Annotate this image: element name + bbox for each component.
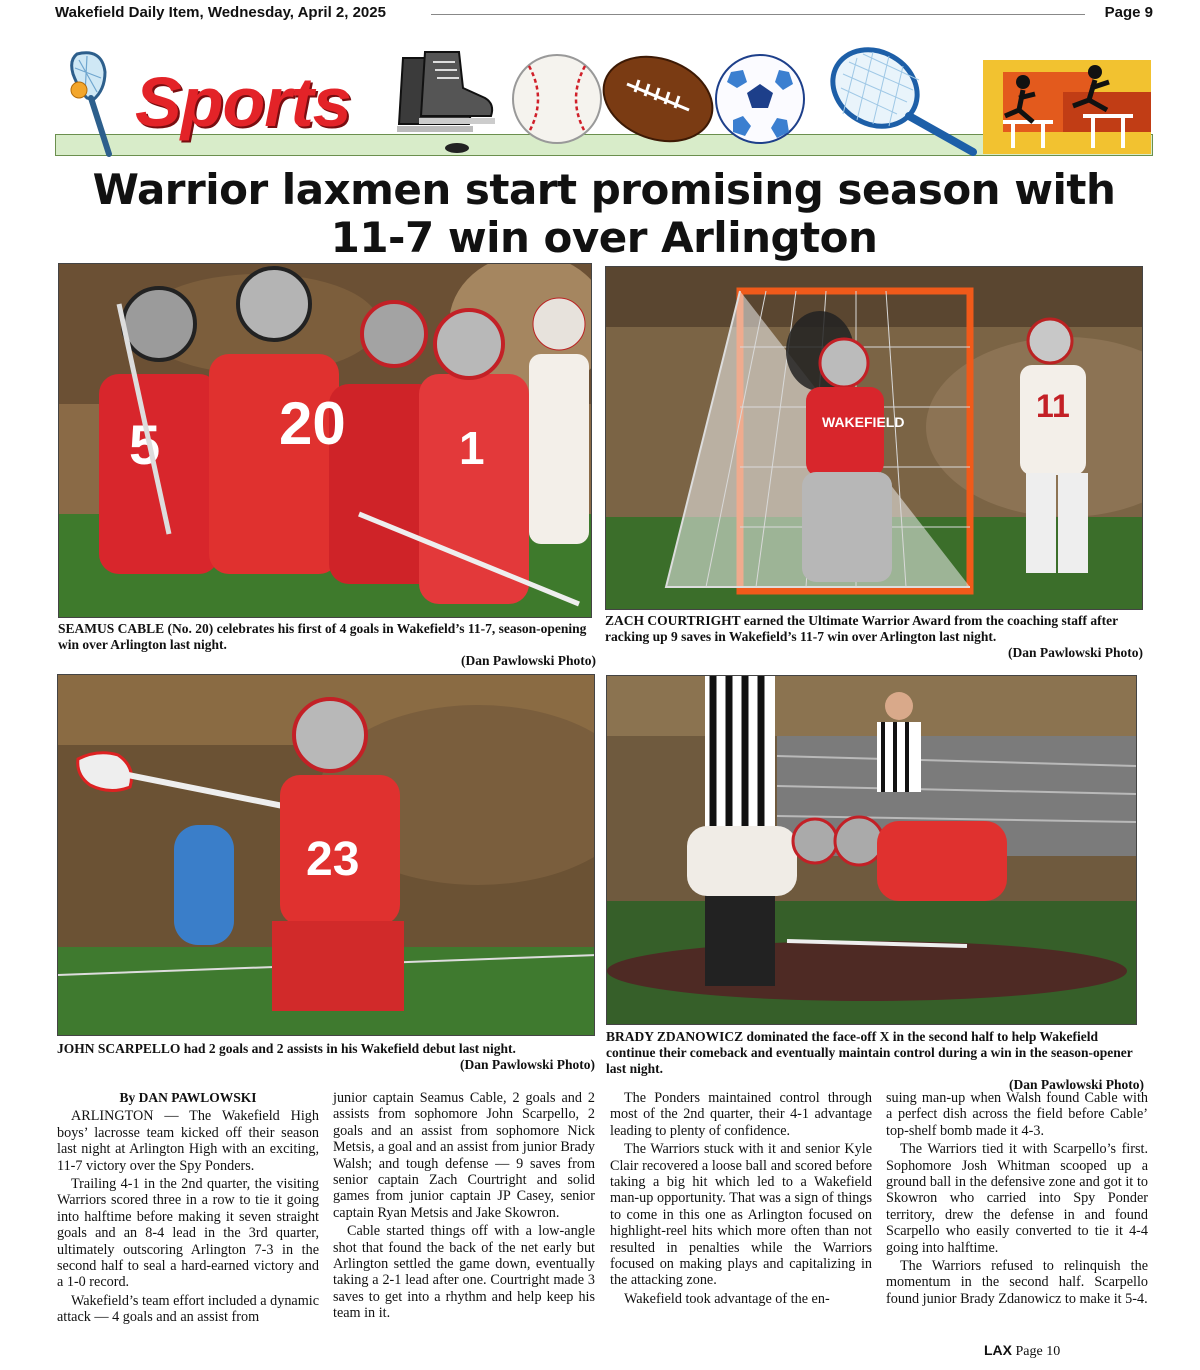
soccer-ball-icon: [711, 50, 809, 148]
photo-2-credit: (Dan Pawlowski Photo): [1007, 645, 1143, 660]
headline-line-2: 11-7 win over Arlington: [330, 213, 878, 262]
photo-4-caption: [606, 1029, 1144, 1093]
photo-goalie: [605, 266, 1143, 610]
paper-date: Wakefield Daily Item, Wednesday, April 2, 2025: [55, 4, 386, 21]
article-paragraph: junior captain Seamus Cable, 2 goals and 2 assists from sophomore John Scarpello, 2 goals and an assist from sophomore Nick Metsis, a goal and an assist from junior Brady Walsh; and tough defense — 9 saves from senior captain Zach Courtright and solid games from junior captain JP Casey, senior captain Ryan Metsis and Jake Skowron.: [333, 1090, 595, 1221]
photo-1-caption-text: SEAMUS CABLE (No. 20) celebrates his first of 4 goals in Wakefield’s 11-7, season-opening win over Arlington last night.: [58, 621, 587, 652]
photo-2-caption: [605, 613, 1143, 661]
svg-text:20: 20: [279, 390, 346, 457]
svg-text:23: 23: [306, 833, 360, 886]
article-paragraph: suing man-up when Walsh found Cable with a perfect dish across the field before Cable’ top-shelf bomb made it 4-3.: [886, 1090, 1148, 1139]
article-paragraph: ARLINGTON — The Wakefield High boys’ lacrosse team kicked off their season last night at Arlington High with an exciting, 11-7 victory over the Spy Ponders.: [57, 1108, 319, 1174]
article-paragraph: The Warriors refused to relinquish the momentum in the second half. Scarpello found junior Brady Zdanowicz to make it 5-4.: [886, 1258, 1148, 1307]
page-number: Page 9: [1104, 4, 1153, 21]
headline-line-1: Warrior laxmen start promising season with: [92, 165, 1116, 214]
lacrosse-stick-icon: [57, 50, 127, 158]
jump-label: LAX: [984, 1342, 1012, 1358]
svg-text:1: 1: [459, 422, 485, 474]
photo-4-credit: (Dan Pawlowski Photo): [1008, 1077, 1144, 1092]
sports-banner: [55, 30, 1153, 158]
photo-2-caption-text: ZACH COURTRIGHT earned the Ultimate Warrior Award from the coaching staff after racking up 9 saves in Wakefield’s 11-7 win over Arlington last night.: [605, 613, 1118, 644]
article-paragraph: The Ponders maintained control through most of the 2nd quarter, their 4-1 advantage leading to plenty of confidence.: [610, 1090, 872, 1139]
svg-text:WAKEFIELD: WAKEFIELD: [822, 414, 905, 430]
photo-4-caption-text: BRADY ZDANOWICZ dominated the face-off X in the second half to help Wakefield continue their comeback and eventually maintain control during a win in the season-opener last night.: [606, 1029, 1133, 1076]
photo-1-caption: [58, 621, 596, 669]
article-column-2: [333, 1090, 595, 1324]
jump-page: Page 10: [1015, 1344, 1061, 1359]
section-title: Sports: [135, 63, 351, 141]
photo-3-caption: [57, 1041, 595, 1073]
headline: [55, 166, 1153, 262]
photo-3-credit: (Dan Pawlowski Photo): [459, 1057, 595, 1072]
hurdles-icon: [983, 52, 1151, 156]
photo-faceoff: [606, 675, 1137, 1025]
article-column-1: [57, 1090, 319, 1328]
svg-text:11: 11: [1036, 388, 1070, 424]
article-paragraph: Wakefield took advantage of the en-: [624, 1290, 830, 1307]
photo-celebration: [58, 263, 592, 618]
ice-skates-icon: [385, 48, 497, 160]
article-column-3: [610, 1090, 872, 1309]
byline: By DAN PAWLOWSKI: [119, 1090, 257, 1105]
article-paragraph: Trailing 4-1 in the 2nd quarter, the visiting Warriors scored three in a row to tie it going into halftime before making it seven straight goals and an 8-4 lead in the 3rd quarter, ultimately outscoring Arlington 7-3 in the second half to seal a hard-earned victory and a 1-0 record.: [57, 1176, 319, 1291]
article-paragraph: The Warriors tied it with Scarpello’s first. Sophomore Josh Whitman scooped up a ground ball in the defensive zone and got it to Skowron who carried into Spy Ponder territory, drew the defense in and found Scarpello who easily converted to tie it 4-4 going into halftime.: [886, 1141, 1148, 1256]
photo-1-credit: (Dan Pawlowski Photo): [460, 653, 596, 668]
photo-scarpello: [57, 674, 595, 1036]
football-icon: [597, 44, 719, 154]
page-header: [55, 4, 1153, 24]
photo-3-caption-text: JOHN SCARPELLO had 2 goals and 2 assists in his Wakefield debut last night.: [57, 1041, 516, 1056]
baseball-icon: [507, 52, 607, 146]
tennis-racket-icon: [823, 44, 983, 158]
article-paragraph: Wakefield’s team effort included a dynamic attack — 4 goals and an assist from: [57, 1292, 319, 1326]
header-rule: [431, 14, 1085, 15]
article-paragraph: Cable started things off with a low-angle shot that found the back of the net early but Arlington settled the game down, eventually taking a 2-1 lead after one. Courtright made 3 saves to get into a rhythm and help keep his team in it.: [333, 1223, 595, 1322]
article-column-4: [886, 1090, 1148, 1309]
article-paragraph: The Warriors stuck with it and senior Kyle Clair recovered a loose ball and scored before taking a big hit which led to a Wakefield man-up opportunity. That was a sign of things to come in this one as Arlington focused on highlight-reel hits which more often than not resulted in penalties while the Warriors focused on making plays and capitalizing in the attacking zone.: [610, 1141, 872, 1289]
svg-text:5: 5: [129, 413, 161, 476]
continued-jump-link[interactable]: [984, 1342, 1060, 1360]
